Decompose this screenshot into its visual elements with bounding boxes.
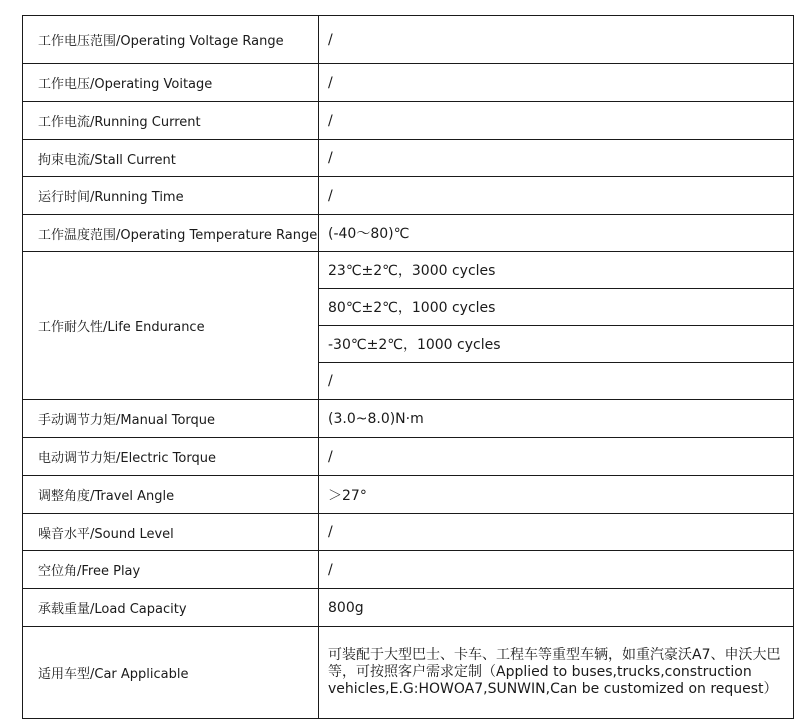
spec-value-car-applicable: 可装配于大型巴士、卡车、工程车等重型车辆，如重汽豪沃A7、申沃大巴等，可按照客户需求定制（Applied to buses,trucks,construction vehicles,E.G:HOWOA7,SUNWIN,Can be customized on request）	[319, 627, 794, 719]
table-row	[23, 438, 794, 476]
spec-value-running-time: /	[319, 177, 794, 215]
table-row	[23, 514, 794, 551]
spec-label-operating-voltage-range: 工作电压范围/Operating Voltage Range	[23, 16, 319, 64]
spec-value-load-capacity: 800g	[319, 589, 794, 627]
spec-value-sound-level: /	[319, 514, 794, 551]
spec-label-load-capacity: 承载重量/Load Capacity	[23, 589, 319, 627]
spec-label-running-time: 运行时间/Running Time	[23, 177, 319, 215]
spec-label-life-endurance: 工作耐久性/Life Endurance	[23, 252, 319, 400]
spec-value-running-current: /	[319, 102, 794, 140]
table-row	[23, 589, 794, 627]
spec-label-electric-torque: 电动调节力矩/Electric Torque	[23, 438, 319, 476]
spec-label-stall-current: 拘束电流/Stall Current	[23, 140, 319, 177]
spec-label-operating-voltage: 工作电压/Operating Voitage	[23, 64, 319, 102]
table-row	[23, 64, 794, 102]
spec-label-operating-temperature-range: 工作温度范围/Operating Temperature Range	[23, 215, 319, 252]
spec-label-travel-angle: 调整角度/Travel Angle	[23, 476, 319, 514]
spec-value-operating-voltage-range: /	[319, 16, 794, 64]
spec-value-electric-torque: /	[319, 438, 794, 476]
table-row	[23, 476, 794, 514]
table-row	[23, 16, 794, 64]
spec-value-operating-temperature-range: (-40～80)℃	[319, 215, 794, 252]
table-row	[23, 215, 794, 252]
spec-value-operating-voltage: /	[319, 64, 794, 102]
table-row	[23, 400, 794, 438]
spec-value-free-play: /	[319, 551, 794, 589]
spec-value-life-endurance-2: 80℃±2℃，1000 cycles	[319, 289, 794, 326]
table-row	[23, 551, 794, 589]
spec-value-life-endurance-4: /	[319, 363, 794, 400]
spec-value-manual-torque: (3.0~8.0)N·m	[319, 400, 794, 438]
spec-label-manual-torque: 手动调节力矩/Manual Torque	[23, 400, 319, 438]
table-row	[23, 140, 794, 177]
spec-value-life-endurance-3: -30℃±2℃，1000 cycles	[319, 326, 794, 363]
table-row	[23, 252, 794, 289]
spec-label-sound-level: 噪音水平/Sound Level	[23, 514, 319, 551]
spec-value-life-endurance-1: 23℃±2℃，3000 cycles	[319, 252, 794, 289]
spec-label-free-play: 空位角/Free Play	[23, 551, 319, 589]
spec-table	[22, 15, 794, 719]
table-row	[23, 102, 794, 140]
spec-value-stall-current: /	[319, 140, 794, 177]
table-row	[23, 177, 794, 215]
spec-value-travel-angle: ＞27°	[319, 476, 794, 514]
spec-label-running-current: 工作电流/Running Current	[23, 102, 319, 140]
spec-label-car-applicable: 适用车型/Car Applicable	[23, 627, 319, 719]
table-row	[23, 627, 794, 719]
